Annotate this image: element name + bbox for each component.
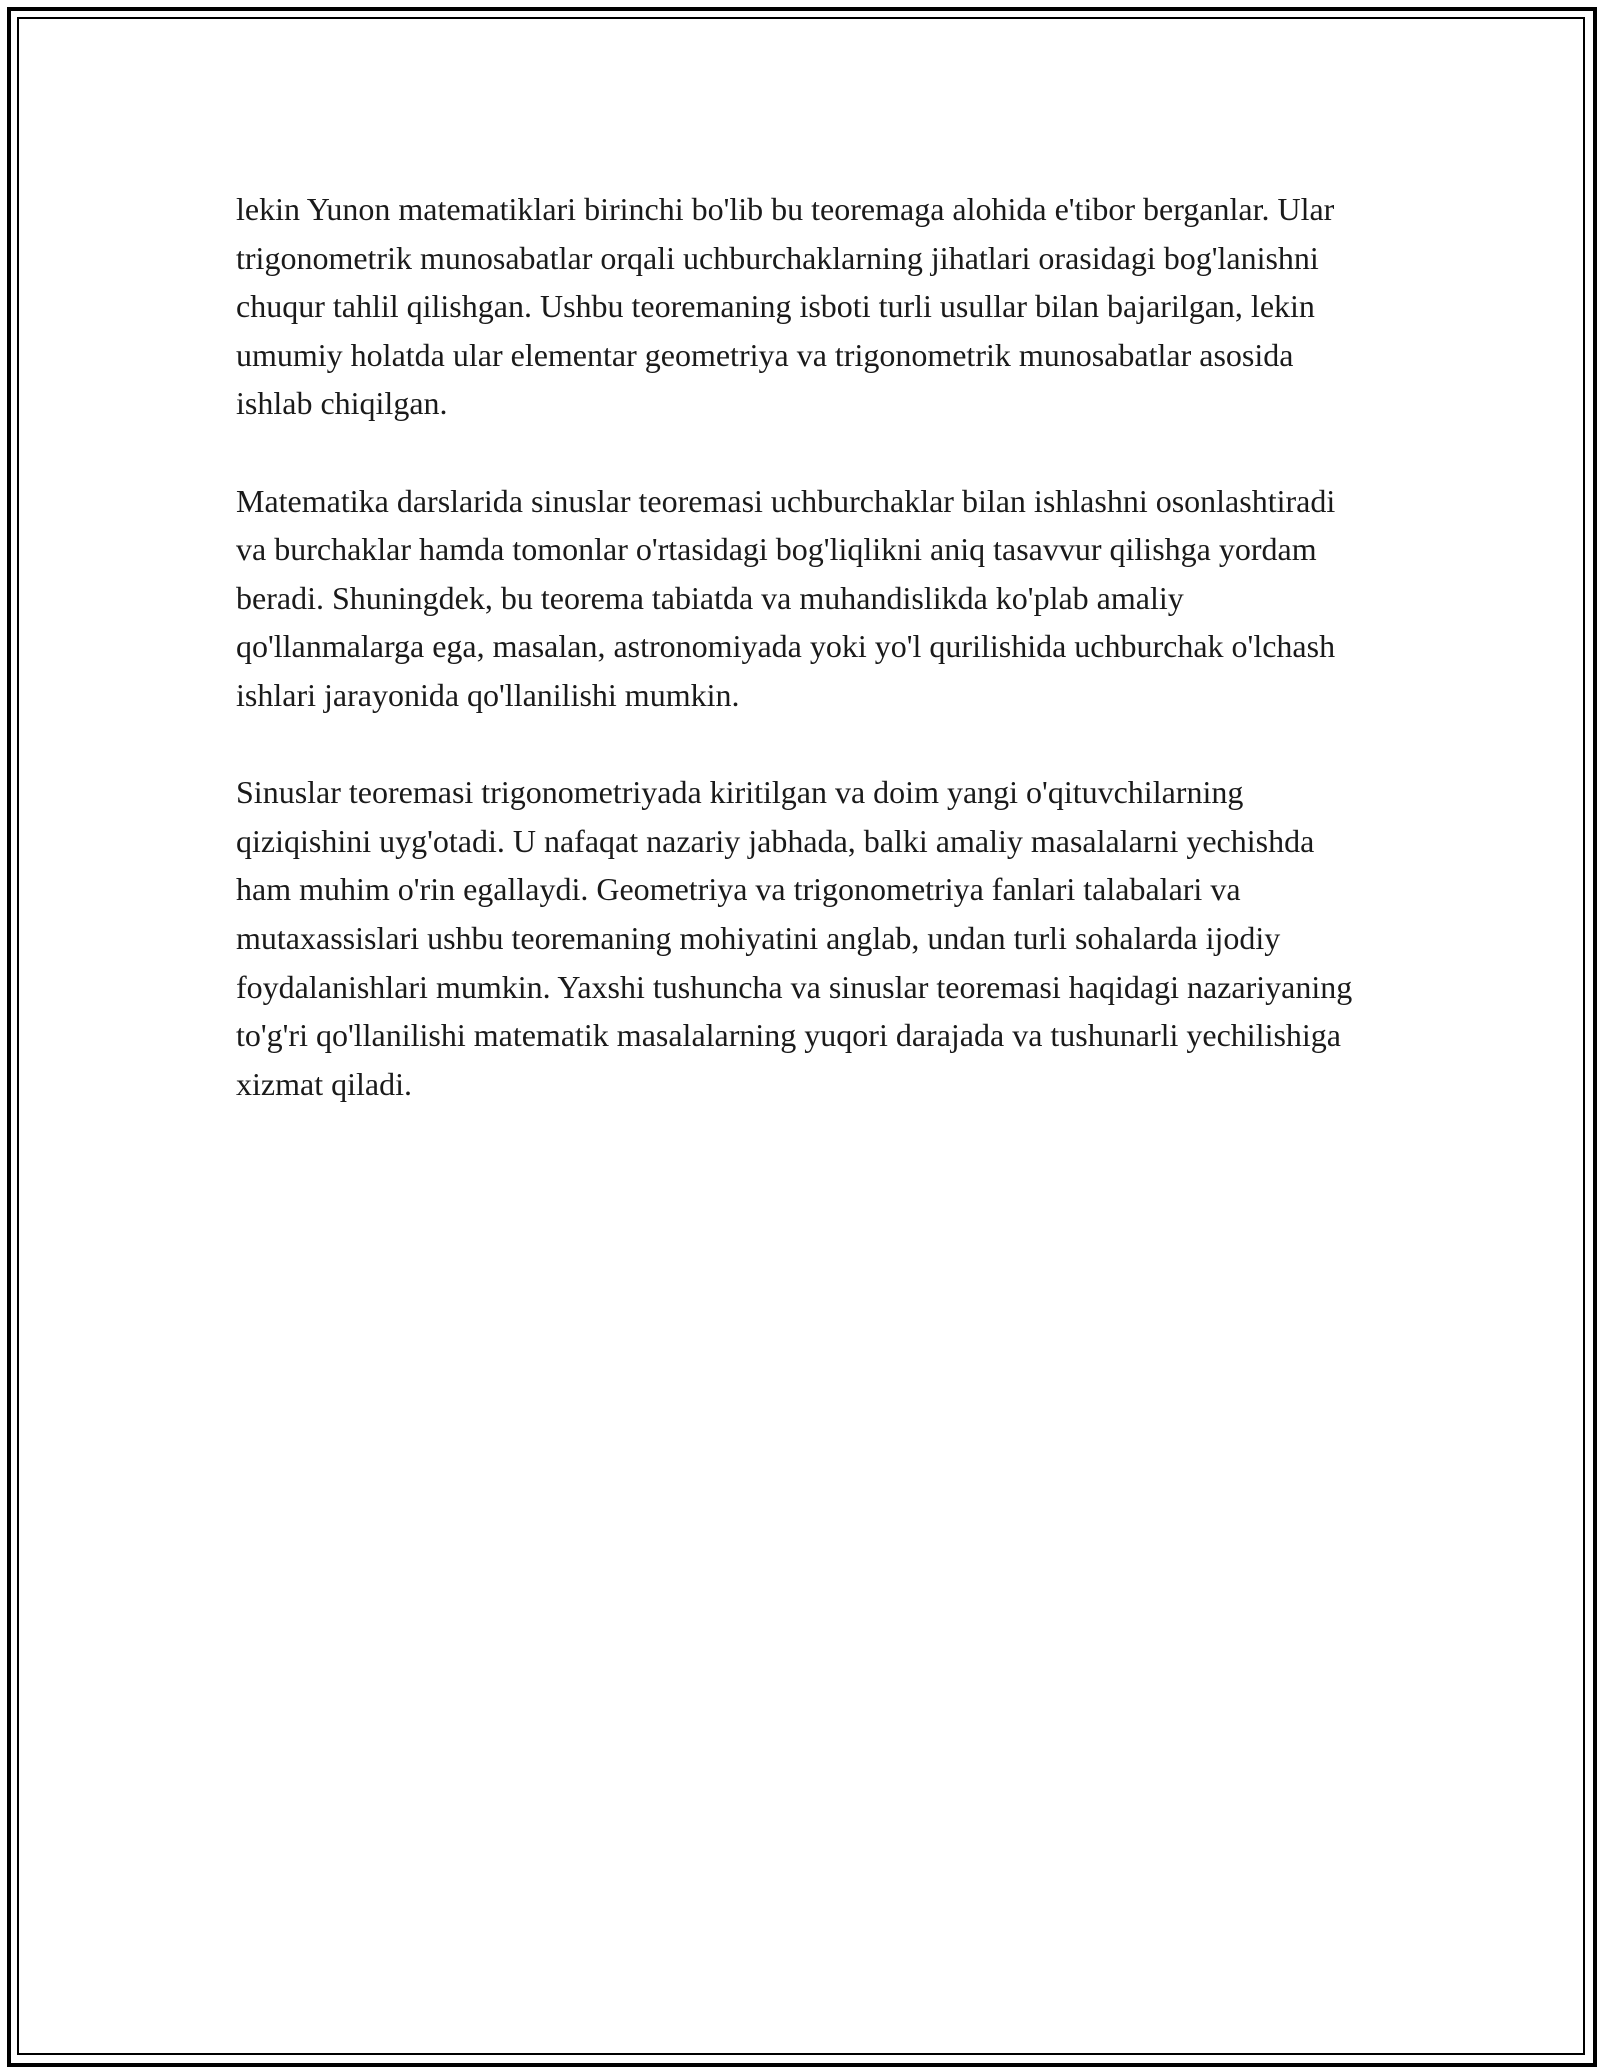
- document-body: [236, 185, 1366, 1157]
- paragraph-2: Matematika darslarida sinuslar teoremasi uchburchaklar bilan ishlashni osonlashtiradi va burchaklar hamda tomonlar o'rtasidagi bog'liqlikni aniq tasavvur qilishga yordam beradi. Shuningdek, bu teorema tabiatda va muhandislikda ko'plab amaliy qo'llanmalarga ega, masalan, astronomiyada yoki yo'l qurilishida uchburchak o'lchash ishlari jarayonida qo'llanilishi mumkin.: [236, 482, 1336, 713]
- paragraph-3: Sinuslar teoremasi trigonometriyada kiritilgan va doim yangi o'qituvchilarning qiziqishini uyg'otadi. U nafaqat nazariy jabhada, balki amaliy masalalarni yechishda ham muhim o'rin egallaydi. Geometriya va trigonometriya fanlari talabalari va mutaxassislari ushbu teoremaning mohiyatini anglab, undan turli sohalarda ijodiy foydalanishlari mumkin. Yaxshi tushuncha va sinuslar teoremasi haqidagi nazariyaning to'g'ri qo'llanilishi matematik masalalarning yuqori darajada va tushunarli yechilishiga xizmat qiladi.: [236, 774, 1353, 1102]
- paragraph-1: lekin Yunon matematiklari birinchi bo'lib bu teoremaga alohida e'tibor berganlar. Ular trigonometrik munosabatlar orqali uchburchaklarning jihatlari orasidagi bog'lanishni chuqur tahlil qilishgan. Ushbu teoremaning isboti turli usullar bilan bajarilgan, lekin umumiy holatda ular elementar geometriya va trigonometrik munosabatlar asosida ishlab chiqilgan.: [236, 191, 1335, 422]
